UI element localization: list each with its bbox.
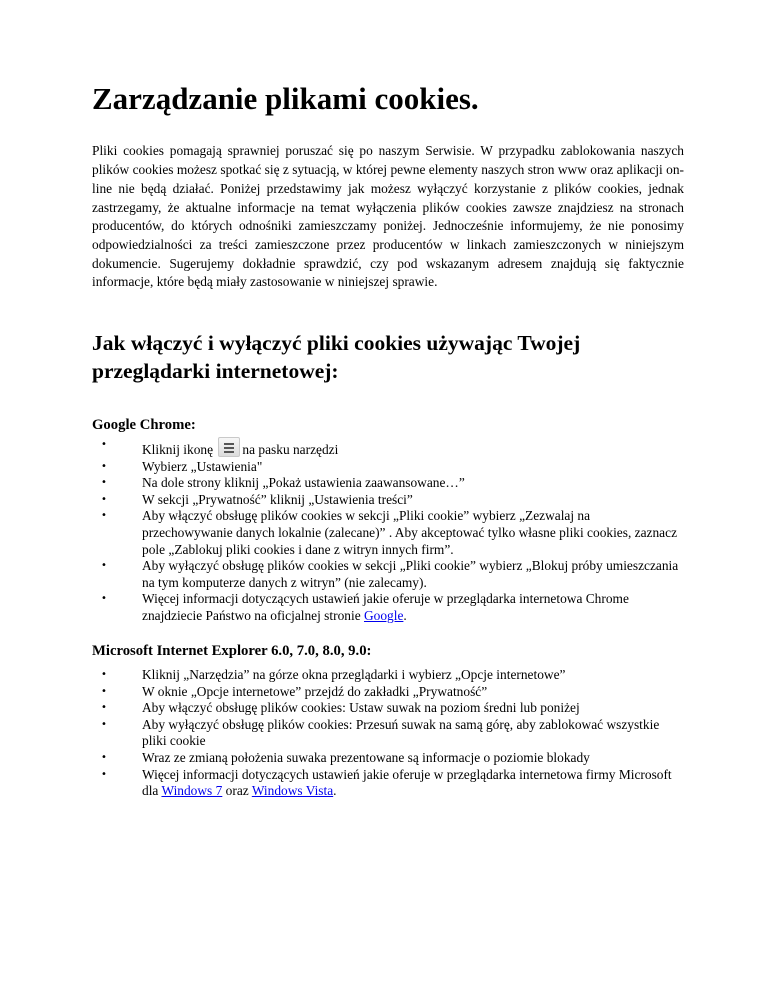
ie-heading: Microsoft Internet Explorer 6.0, 7.0, 8.0, 9.0: [92,643,372,659]
list-item [92,437,684,459]
list-item [92,558,684,591]
list-item-text: na pasku narzędzi [242,442,339,457]
list-item [92,700,684,717]
chrome-heading: Google Chrome: [92,417,196,433]
chrome-instructions-list [92,437,684,625]
list-item-text: Wybierz „Ustawienia" [142,458,263,474]
list-item [92,492,684,509]
list-item-text: Aby włączyć obsługę plików cookies: Ustaw suwak na poziom średni lub poniżej [142,700,580,716]
list-item [92,667,684,684]
list-item-text: Aby wyłączyć obsługę plików cookies w sekcji „Pliki cookie” wybierz „Blokuj próby umieszczania na tym komputerze danych z witryn” (nie zalecamy). [142,558,679,590]
list-item-text: Kliknij „Narzędzia” na górze okna przeglądarki i wybierz „Opcje internetowe” [142,667,566,682]
windows-vista-link[interactable]: Windows Vista [251,783,334,799]
google-link[interactable]: Google [363,607,404,623]
list-item [92,475,684,492]
intro-paragraph: Pliki cookies pomagają sprawniej poruszać się po naszym Serwisie. W przypadku zablokowania naszych plików cookies możesz spotkać się z sytuacją, w której pewne elementy naszych stron www oraz aplikacji on-line nie będą działać. Poniżej przedstawimy jak możesz wyłączyć korzystanie z plików cookies, jednak zastrzegamy, że aktualne informacje na temat wyłączenia plików cookies zawsze znajdziesz na stronach producentów, do których odnośniki zamieszczamy poniżej. Jednocześnie informujemy, że nie ponosimy odpowiedzialności za treści zamieszczone przez producentów w linkach zamieszczonych w niniejszym dokumencie. Sugerujemy dokładnie sprawdzić, czy pod wskazanym adresem znajdują się faktycznie informacje, które będą miały zastosowanie w niniejszej sprawie. [92,143,684,290]
ie-instructions-list [92,667,684,800]
list-item-text: . [403,607,407,623]
list-item [92,717,684,750]
list-item-text: . [333,783,337,799]
list-item-text: oraz [222,783,252,799]
list-item-text: Więcej informacji dotyczących ustawień jakie oferuje w przeglądarka internetowa Chrome znajdziecie Państwo na oficjalnej stronie [142,591,629,623]
list-item [92,508,684,558]
list-item [92,684,684,701]
list-item-text: W sekcji „Prywatność” kliknij „Ustawienia treści” [142,491,413,507]
list-item [92,750,684,767]
list-item-text: Aby wyłączyć obsługę plików cookies: Przesuń suwak na samą górę, aby zablokować wszystkie pliki cookie [142,716,660,749]
list-item-text: Na dole strony kliknij „Pokaż ustawienia zaawansowane…” [142,475,465,491]
windows-7-link[interactable]: Windows 7 [161,783,223,799]
menu-icon [218,437,240,457]
list-item-text: Aby włączyć obsługę plików cookies w sekcji „Pliki cookie” wybierz „Zezwalaj na przechowywanie danych lokalnie (zalecane)” . Aby akceptować tylko własne pliki cookies, zaznacz pole „Zablokuj pliki cookies i dane z witryn innych firm”. [142,508,678,557]
list-item [92,459,684,476]
list-item-text: Wraz ze zmianą położenia suwaka prezentowane są informacje o poziomie blokady [142,749,590,765]
list-item [92,767,684,800]
list-item [92,591,684,624]
page-title: Zarządzanie plikami cookies. [92,81,479,116]
list-item-text: Kliknij ikonę [142,442,214,457]
list-item-text: Więcej informacji dotyczących ustawień jakie oferuje w przeglądarka internetowa firmy Microsoft dla [142,766,672,799]
list-item-text: W oknie „Opcje internetowe” przejdź do zakładki „Prywatność” [142,683,488,699]
section-heading: Jak włączyć i wyłączyć pliki cookies używając Twojej przeglądarki internetowej: [92,331,581,383]
